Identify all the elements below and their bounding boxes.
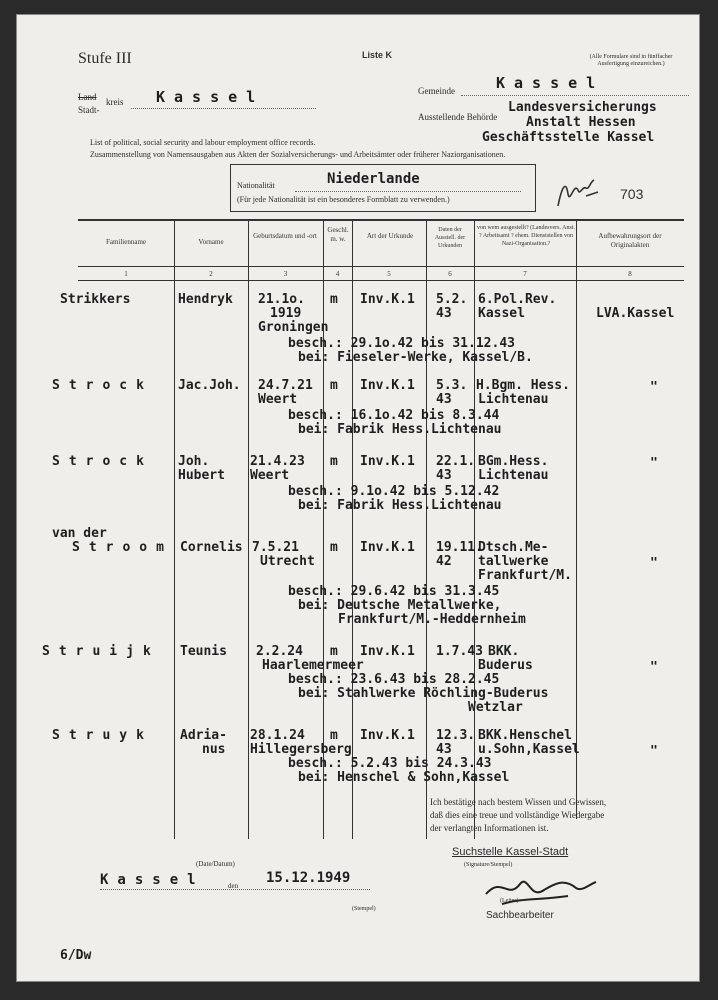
- liste-label: Liste K: [362, 50, 393, 60]
- col-num-4: 4: [335, 270, 340, 278]
- leiter-label: (Leiter): [500, 898, 519, 904]
- birth-line-2: 1919: [270, 306, 302, 321]
- col-num-1: 1: [124, 270, 128, 278]
- first-name: Adria-: [180, 728, 227, 743]
- document-type: Inv.K.1: [360, 292, 415, 307]
- col-header-aufbewahrungsort: Aufbewahrungsort der Originalakten: [598, 232, 662, 249]
- nationality-dotted-line: [295, 191, 521, 192]
- gemeinde-label: Gemeinde: [418, 86, 455, 96]
- birth-line-2: Weert: [258, 392, 298, 407]
- col-num-3: 3: [283, 270, 288, 278]
- birth-line-1: 24.7.21: [258, 378, 313, 393]
- issuer-1: H.Bgm. Hess.: [476, 378, 570, 393]
- col-divider-1: [174, 219, 175, 839]
- birth-line-1: 28.1.24: [250, 728, 305, 743]
- document-type: Inv.K.1: [360, 644, 415, 659]
- table-header-divider: [78, 266, 684, 267]
- issue-date-2: 42: [436, 554, 452, 569]
- reference-code: 6/Dw: [60, 948, 92, 963]
- form-note: (Alle Formulare sind in fünffacher Ausfertigung einzureichen.): [589, 54, 673, 67]
- family-name: Struijk: [42, 644, 160, 659]
- issuer-1: BGm.Hess.: [478, 454, 549, 469]
- issue-date-2: 43: [436, 306, 452, 321]
- col-num-5: 5: [387, 270, 391, 278]
- family-name: Strikkers: [60, 292, 131, 307]
- nationality-label: Nationalität: [237, 181, 275, 190]
- col-num-7: 7: [523, 270, 527, 278]
- sex: m: [330, 454, 338, 469]
- first-name: Teunis: [180, 644, 227, 659]
- sex: m: [330, 644, 338, 659]
- col-divider-7: [576, 219, 577, 819]
- gemeinde-dotted-line: [461, 95, 689, 96]
- german-title: Zusammenstellung von Namensausgaben aus Akten der Sozialversicherungs- und Arbeitsämter oder früherer Naziorganisationen.: [90, 150, 506, 159]
- first-name: Joh.: [178, 454, 210, 469]
- behoerde-label: Ausstellende Behörde: [418, 112, 498, 122]
- issuer-2: Kassel: [478, 306, 525, 321]
- birth-line-1: 7.5.21: [252, 540, 299, 555]
- issue-date-2: 43: [436, 468, 452, 483]
- issue-date-1: 5.2.: [436, 292, 468, 307]
- family-name-prefix: van der: [52, 526, 107, 541]
- issuer-2: Buderus: [478, 658, 533, 673]
- den-label: den: [228, 882, 239, 890]
- birth-line-2: Hillegersberg: [250, 742, 352, 757]
- handwritten-initials: [556, 176, 602, 212]
- nationality-box: [230, 164, 536, 212]
- employer-2: Frankfurt/M.-Heddernheim: [338, 612, 526, 627]
- employer: bei: Deutsche Metallwerke,: [298, 598, 502, 613]
- col-header-daten: Daten der Ausstell. der Urkunden: [434, 227, 466, 249]
- date-value: 15.12.1949: [266, 870, 351, 886]
- sex: m: [330, 292, 338, 307]
- handwritten-signature: [472, 870, 602, 910]
- date-label: (Date/Datum): [196, 860, 235, 868]
- document-type: Inv.K.1: [360, 378, 415, 393]
- birth-line-1: 21.4.23: [250, 454, 305, 469]
- land-label: Land: [78, 92, 97, 102]
- sex: m: [330, 378, 338, 393]
- family-name: Stroom: [72, 540, 173, 555]
- archive-location: ": [650, 556, 658, 571]
- birth-line-2: Utrecht: [260, 554, 315, 569]
- employer: bei: Fieseler-Werke, Kassel/B.: [298, 350, 533, 365]
- birth-line-2: Weert: [250, 468, 290, 483]
- issuer-2: Lichtenau: [478, 392, 549, 407]
- certification-text: [430, 796, 606, 835]
- certification-line-2: daß dies eine treue und vollständige Wiedergabe: [430, 810, 605, 820]
- issuer-1: BKK.Henschel: [478, 728, 572, 743]
- certification-line-1: Ich bestätige nach bestem Wissen und Gewissen,: [430, 797, 607, 807]
- stufe-label: Stufe III: [78, 50, 132, 67]
- kreis-label: kreis: [106, 97, 124, 107]
- sex: m: [330, 728, 338, 743]
- stadt-label: Stadt-: [78, 105, 100, 115]
- kreis-dotted-line: [131, 108, 316, 109]
- employer: bei: Henschel & Sohn,Kassel: [298, 770, 510, 785]
- employment-period: besch.: 5.2.43 bis 24.3.43: [288, 756, 492, 771]
- table-number-divider: [78, 280, 684, 281]
- place-date-dotted-line: [100, 889, 370, 890]
- family-name: Struyk: [52, 728, 153, 743]
- behoerde-line-2: Anstalt Hessen: [526, 115, 636, 130]
- employment-period: besch.: 16.1o.42 bis 8.3.44: [288, 408, 500, 423]
- kreis-value: Kassel: [156, 88, 265, 106]
- birth-line-3: Groningen: [258, 320, 329, 335]
- birth-line-1: 2.2.24: [256, 644, 303, 659]
- issuer-1: Dtsch.Me-: [478, 540, 549, 555]
- issuer-1: 6.Pol.Rev.: [478, 292, 557, 307]
- stamp-number: 703: [620, 186, 644, 202]
- archive-location: ": [650, 744, 658, 759]
- col-divider-6: [474, 219, 475, 839]
- issuer-2: u.Sohn,Kassel: [478, 742, 580, 757]
- employment-period: besch.: 23.6.43 bis 28.2.45: [288, 672, 500, 687]
- english-title: List of political, social security and labour employment office records.: [90, 138, 316, 147]
- employment-period: besch.: 29.6.42 bis 31.3.45: [288, 584, 500, 599]
- table-top-border: [78, 219, 684, 221]
- issue-date-2: 43: [436, 742, 452, 757]
- document-type: Inv.K.1: [360, 540, 415, 555]
- employer: bei: Fabrik Hess.Lichtenau: [298, 422, 502, 437]
- employment-period: besch.: 29.1o.42 bis 31.12.43: [288, 336, 515, 351]
- issue-date-1: 12.3.: [436, 728, 476, 743]
- issue-date-1: 5.3.: [436, 378, 468, 393]
- issuer-3: Frankfurt/M.: [478, 568, 572, 583]
- behoerde-line-1: Landesversicherungs: [508, 100, 657, 115]
- col-num-2: 2: [209, 270, 213, 278]
- birth-line-1: 21.1o.: [258, 292, 305, 307]
- first-name: Jac.Joh.: [178, 378, 241, 393]
- col-num-8: 8: [628, 270, 632, 278]
- signature-label: (Signature/Stempel): [464, 862, 513, 868]
- archive-location: ": [650, 380, 658, 395]
- document-page: [16, 14, 700, 982]
- issue-date-1: 1.7.43: [436, 644, 483, 659]
- stempel-label: (Stempel): [352, 906, 376, 912]
- first-name-2: Hubert: [178, 468, 225, 483]
- place-value: Kassel: [100, 872, 205, 888]
- first-name-2: nus: [202, 742, 226, 757]
- first-name: Cornelis: [180, 540, 243, 555]
- certification-line-3: der verlangten Informationen ist.: [430, 823, 549, 833]
- employer: bei: Fabrik Hess.Lichtenau: [298, 498, 502, 513]
- employer-2: Wetzlar: [468, 700, 523, 715]
- birth-line-2: Haarlemermeer: [262, 658, 364, 673]
- issuer-2: tallwerke: [478, 554, 549, 569]
- col-header-familienname: Familienname: [105, 238, 147, 246]
- family-name: Strock: [52, 378, 153, 393]
- col-header-aussteller: von wem ausgestellt? (Landesvers. Anst. ? Arbeitsamt ? ehem. Dienststellen von Nazi-Organisation.?: [477, 225, 575, 247]
- col-header-geburtsdatum: Geburtsdatum und -ort: [253, 232, 317, 240]
- nationality-note: (Für jede Nationalität ist ein besonderes Formblatt zu verwenden.): [237, 195, 450, 204]
- sachbearbeiter-label: Sachbearbeiter: [486, 910, 554, 921]
- employer: bei: Stahlwerke Röchling-Buderus: [298, 686, 549, 701]
- behoerde-line-3: Geschäftsstelle Kassel: [482, 130, 655, 145]
- archive-location: LVA.Kassel: [596, 306, 675, 321]
- archive-location: ": [650, 456, 658, 471]
- first-name: Hendryk: [178, 292, 233, 307]
- issue-date-1: 22.1.: [436, 454, 476, 469]
- col-divider-4: [352, 219, 353, 839]
- col-divider-2: [248, 219, 249, 839]
- office-stamp: Suchstelle Kassel-Stadt: [452, 846, 569, 858]
- col-header-art-der-urkunde: Art der Urkunde: [366, 232, 414, 240]
- gemeinde-value: Kassel: [496, 74, 605, 92]
- col-header-vorname: Vorname: [198, 238, 224, 246]
- sex: m: [330, 540, 338, 555]
- issue-date-1: 19.11.: [436, 540, 483, 555]
- col-divider-5: [426, 219, 427, 839]
- col-header-geschlecht: Geschl. m. w.: [327, 226, 349, 243]
- col-num-6: 6: [448, 270, 452, 278]
- nationality-value: Niederlande: [327, 171, 420, 187]
- archive-location: ": [650, 660, 658, 675]
- issuer-2: Lichtenau: [478, 468, 549, 483]
- family-name: Strock: [52, 454, 153, 469]
- document-type: Inv.K.1: [360, 728, 415, 743]
- issue-date-2: 43: [436, 392, 452, 407]
- employment-period: besch.: 9.1o.42 bis 5.12.42: [288, 484, 500, 499]
- issuer-1: BKK.: [488, 644, 520, 659]
- document-type: Inv.K.1: [360, 454, 415, 469]
